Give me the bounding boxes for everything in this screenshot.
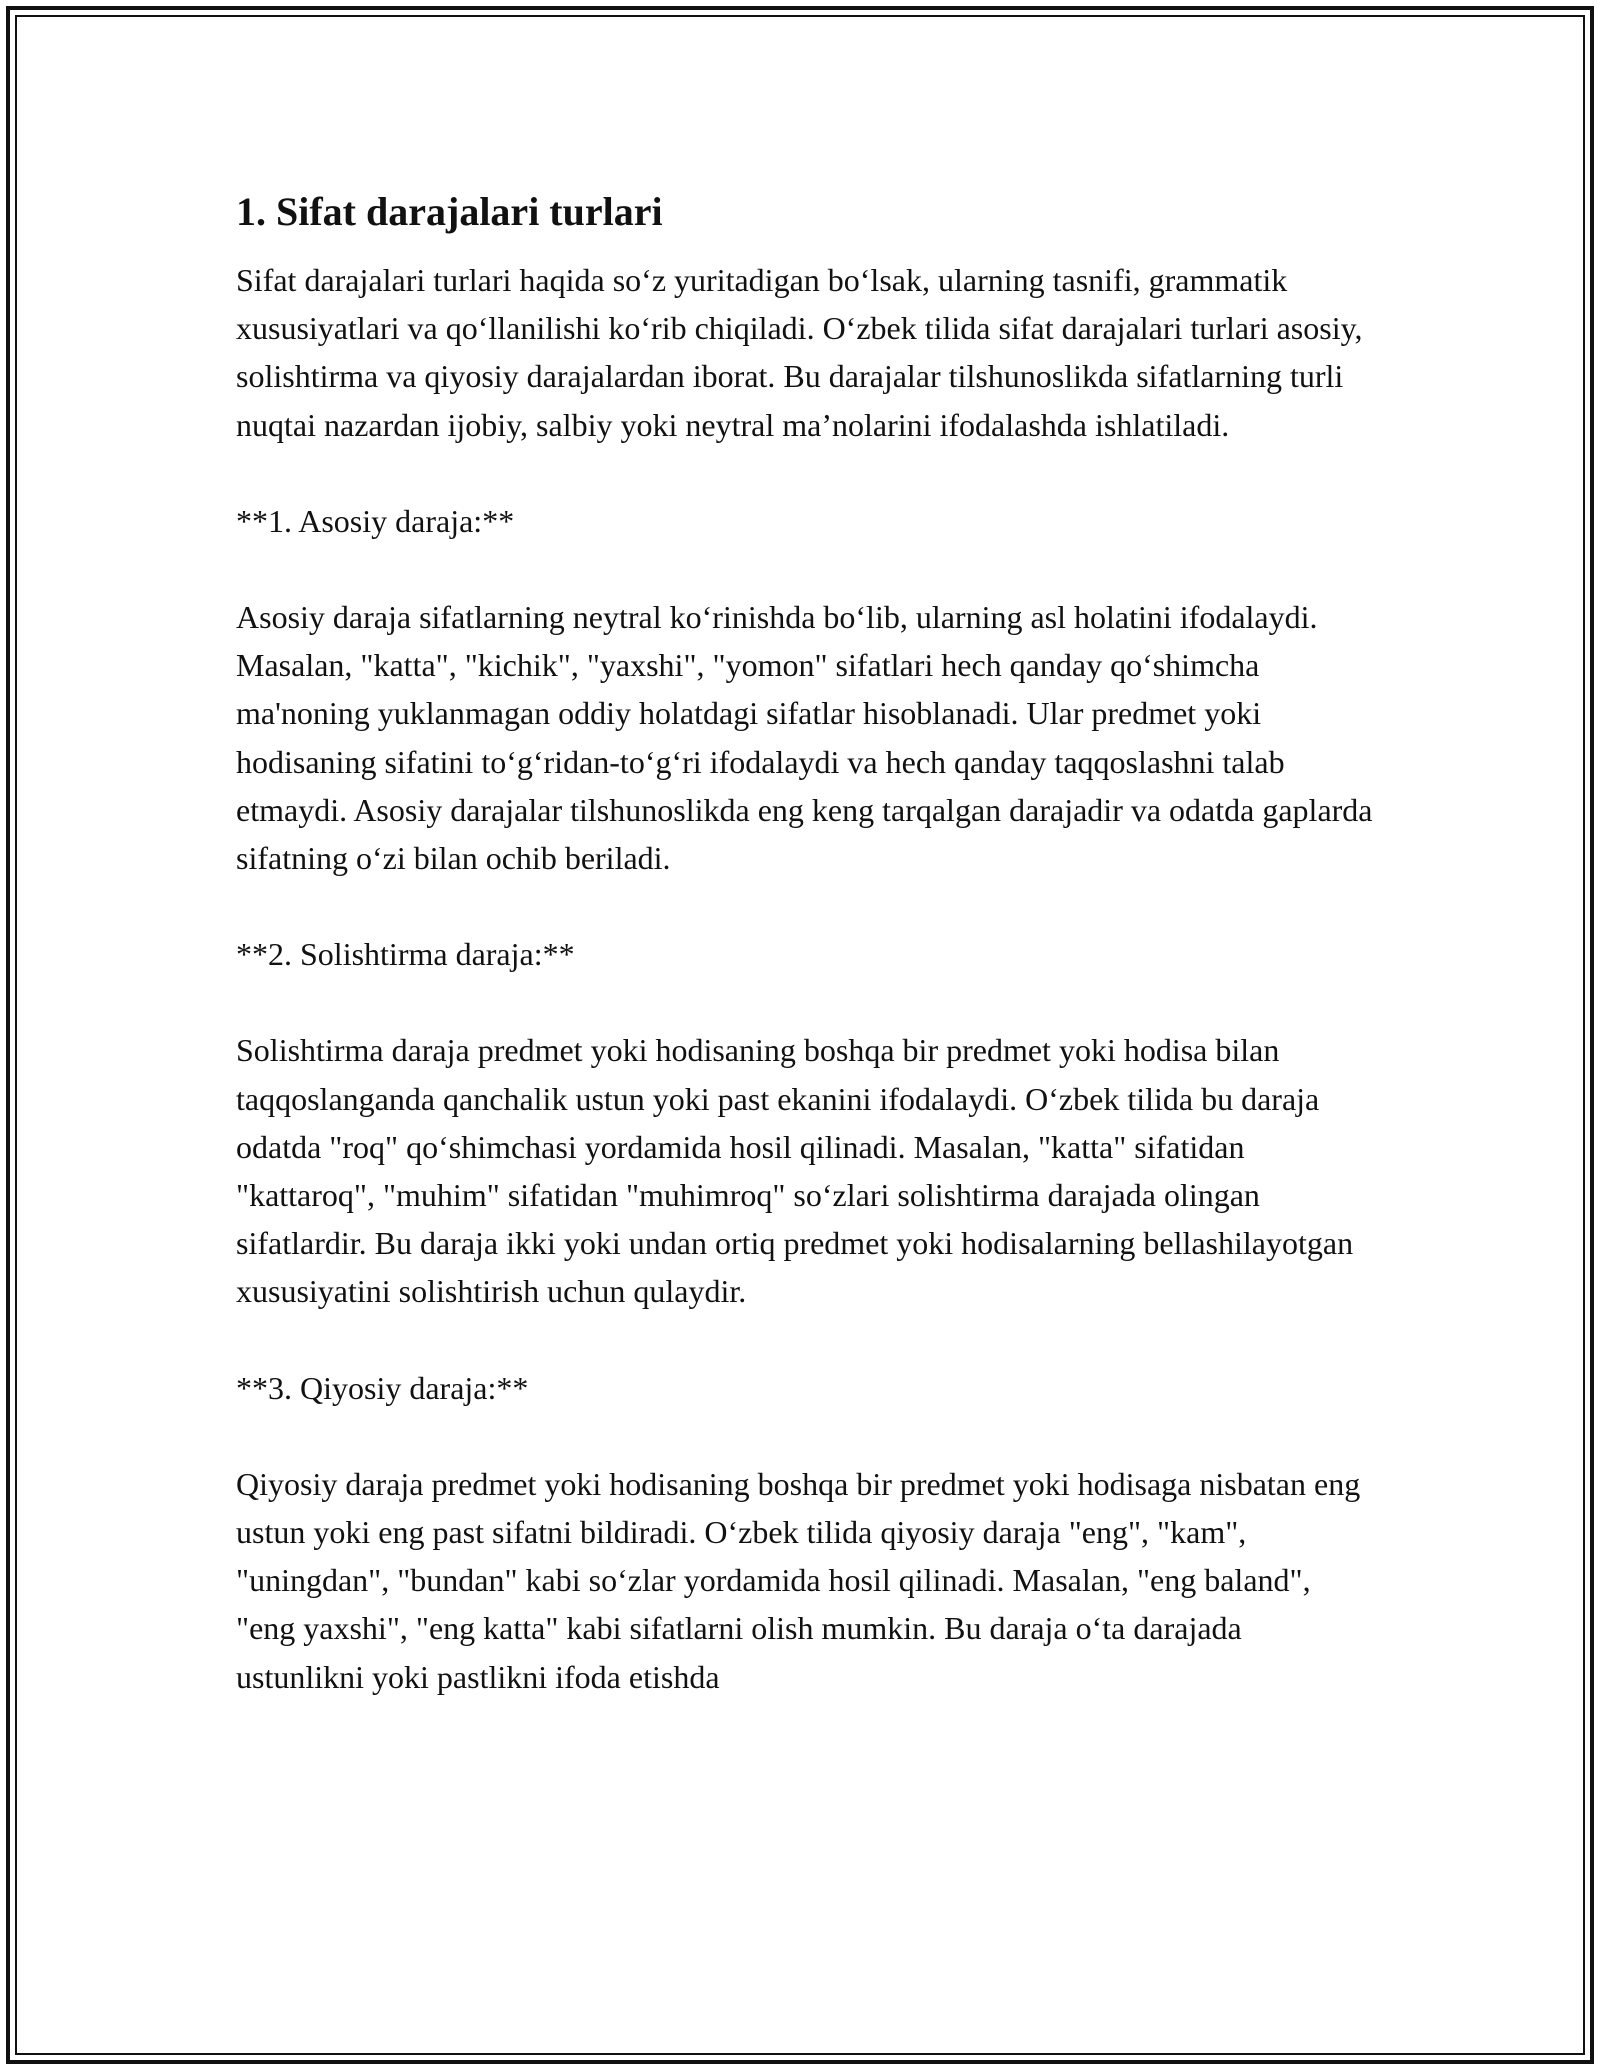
intro-paragraph: Sifat darajalari turlari haqida so‘z yuritadigan bo‘lsak, ularning tasnifi, grammatik xususiyatlari va qo‘llanilishi ko‘rib chiqiladi. O‘zbek tilida sifat darajalari turlari asosiy, solishtirma va qiyosiy darajalardan iborat. Bu darajalar tilshunoslikda sifatlarning turli nuqtai nazardan ijobiy, salbiy yoki neytral ma’nolarini ifodalashda ishlatiladi. — [236, 262, 1363, 443]
document-body — [236, 186, 1376, 1701]
document-title: 1. Sifat darajalari turlari — [236, 189, 663, 234]
section-heading-solishtirma: **2. Solishtirma daraja:** — [236, 936, 575, 973]
section-heading-qiyosiy: **3. Qiyosiy daraja:** — [236, 1369, 529, 1406]
section-heading-asosiy: **1. Asosiy daraja:** — [236, 502, 515, 539]
section-body-solishtirma: Solishtirma daraja predmet yoki hodisaning boshqa bir predmet yoki hodisa bilan taqqoslanganda qanchalik ustun yoki past ekanini ifodalaydi. O‘zbek tilida bu daraja odatda "roq" qo‘shimchasi yordamida hosil qilinadi. Masalan, "katta" sifatidan "kattaroq", "muhim" sifatidan "muhimroq" so‘zlari solishtirma darajada olingan sifatlardir. Bu daraja ikki yoki undan ortiq predmet yoki hodisalarning bellashilayotgan xususiyatini solishtirish uchun qulaydir. — [236, 1032, 1354, 1310]
section-body-qiyosiy: Qiyosiy daraja predmet yoki hodisaning boshqa bir predmet yoki hodisaga nisbatan eng ustun yoki eng past sifatni bildiradi. O‘zbek tilida qiyosiy daraja "eng", "kam", "uningdan", "bundan" kabi so‘zlar yordamida hosil qilinadi. Masalan, "eng baland", "eng yaxshi", "eng katta" kabi sifatlarni olish mumkin. Bu daraja o‘ta darajada ustunlikni yoki pastlikni ifoda etishda — [236, 1465, 1361, 1695]
section-body-asosiy: Asosiy daraja sifatlarning neytral ko‘rinishda bo‘lib, ularning asl holatini ifodalaydi. Masalan, "katta", "kichik", "yaxshi", "yomon" sifatlari hech qanday qo‘shimcha ma'noning yuklanmagan oddiy holatdagi sifatlar hisoblanadi. Ular predmet yoki hodisaning sifatini to‘g‘ridan-to‘g‘ri ifodalaydi va hech qanday taqqoslashni talab etmaydi. Asosiy darajalar tilshunoslikda eng keng tarqalgan darajadir va odatda gaplarda sifatning o‘zi bilan ochib beriladi. — [236, 599, 1373, 877]
